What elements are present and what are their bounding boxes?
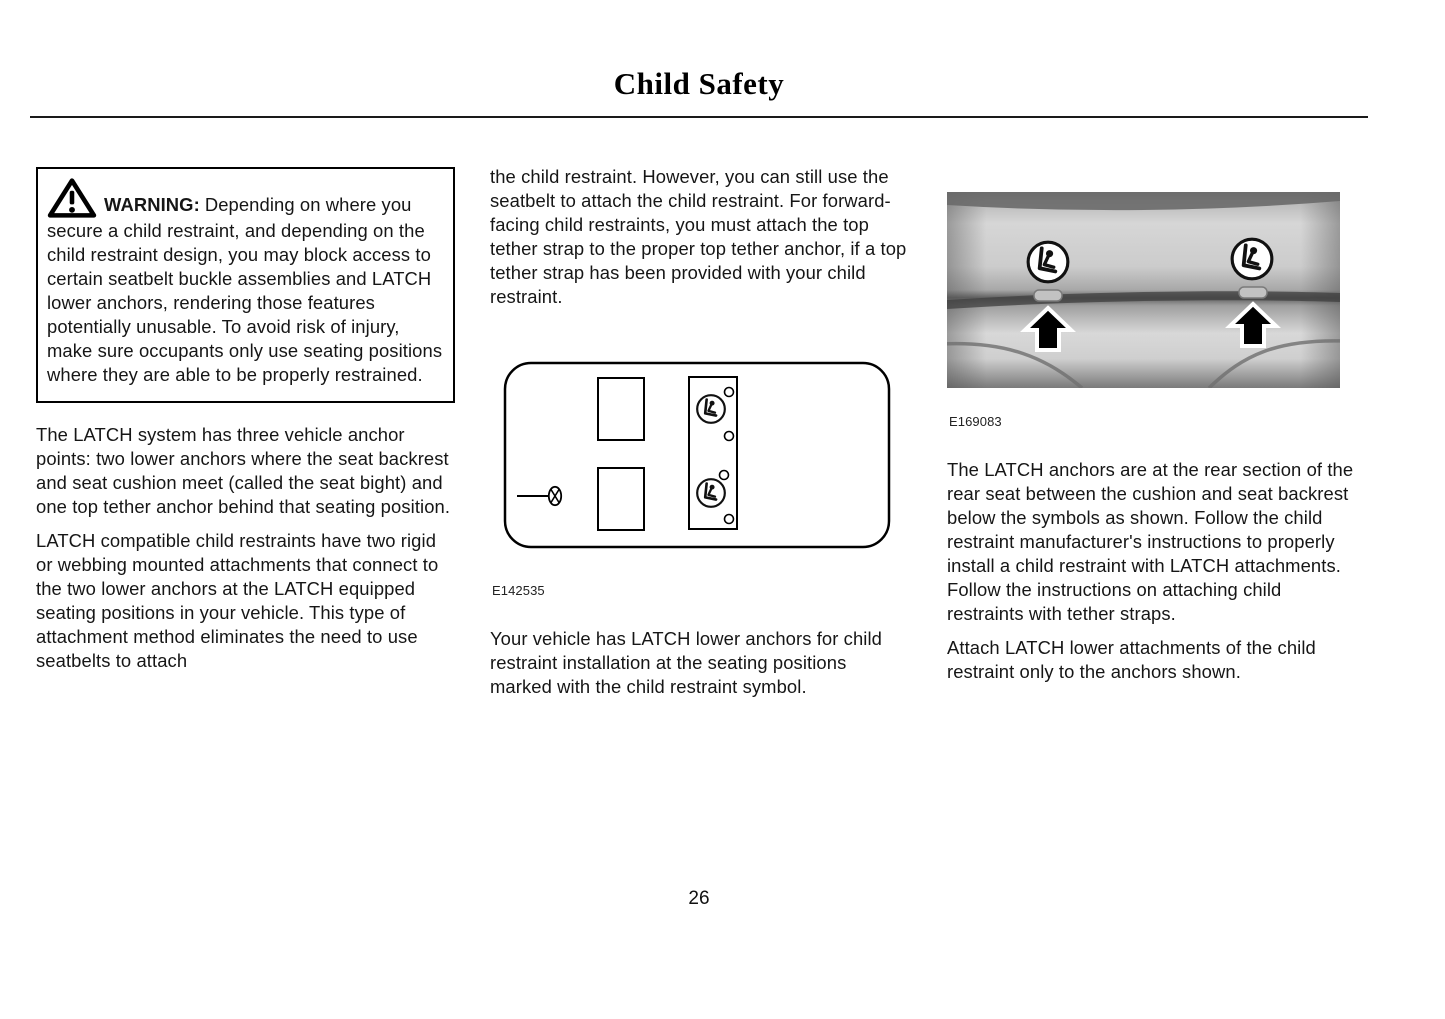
column-middle	[490, 165, 909, 709]
column-right	[947, 192, 1362, 694]
cushion-crease-left	[947, 344, 1082, 388]
paragraph-child-restraint-cont: the child restraint. However, you can still use the seatbelt to attach the child restraint. For forward-facing child restraints, you must attach the top tether strap to the proper top tether anchor, if a top tether strap has been provided with your child restraint.	[490, 166, 907, 307]
seat-bight-seam	[947, 291, 1340, 309]
latch-anchor-up-arrow-icon	[1230, 304, 1276, 346]
seatback-top-edge	[947, 192, 1340, 210]
column-left	[36, 167, 455, 683]
warning-label: WARNING:	[104, 194, 200, 215]
latch-seating-diagram-svg	[503, 361, 891, 549]
page-title: Child Safety	[613, 66, 785, 101]
paragraph-anchor-location: The LATCH anchors are at the rear section of the rear seat between the cushion and seat backrest below the symbols as shown. Follow the child restraint manufacturer's instructions to properly install a child restraint with LATCH attachments. Follow the instructions on attaching child restraints with tether straps.	[947, 459, 1354, 624]
paragraph-attach-lower: Attach LATCH lower attachments of the child restraint only to the anchors shown.	[947, 637, 1316, 682]
figure-caption: E169083	[949, 414, 1002, 429]
figure-rear-seat-photo	[947, 192, 1340, 388]
cushion-crease-right	[1209, 341, 1340, 388]
child-restraint-symbol-icon	[1232, 239, 1272, 279]
diagram-outline	[505, 363, 889, 547]
latch-anchor-slot	[1034, 290, 1062, 301]
figure-latch-seating-diagram	[503, 361, 909, 555]
paragraph-latch-compatible: LATCH compatible child restraints have two rigid or webbing mounted attachments that connect to the two lower anchors at the LATCH equipped seating positions in your vehicle. This type of attachment method eliminates the need to use seatbelts to attach	[36, 530, 439, 671]
figure-caption: E142535	[492, 583, 545, 598]
paragraph-lower-anchors: Your vehicle has LATCH lower anchors for child restraint installation at the seating positions marked with the child restraint symbol.	[490, 628, 883, 697]
paragraph-latch-system: The LATCH system has three vehicle anchor points: two lower anchors where the seat backrest and seat cushion meet (called the seat bight) and one top tether anchor behind that seating position.	[36, 424, 451, 517]
warning-box	[36, 167, 455, 403]
title-divider	[30, 116, 1368, 118]
latch-anchor-slot	[1239, 287, 1267, 298]
warning-triangle-icon	[47, 177, 97, 219]
page-number: 26	[688, 888, 710, 909]
child-restraint-symbol-icon	[697, 479, 725, 507]
warning-text: Depending on where you secure a child restraint, and depending on the child restraint design, you may block access to certain seatbelt buckle assemblies and LATCH lower anchors, rendering those features potentially unusable. To avoid risk of injury, make sure occupants only use seating positions where they are able to be properly restrained.	[47, 194, 443, 385]
child-restraint-symbol-icon	[1028, 242, 1068, 282]
warning-paragraph	[47, 177, 445, 387]
latch-anchor-up-arrow-icon	[1025, 308, 1071, 350]
rear-seat-overlay-svg	[947, 192, 1340, 388]
child-restraint-symbol-icon	[697, 395, 725, 423]
